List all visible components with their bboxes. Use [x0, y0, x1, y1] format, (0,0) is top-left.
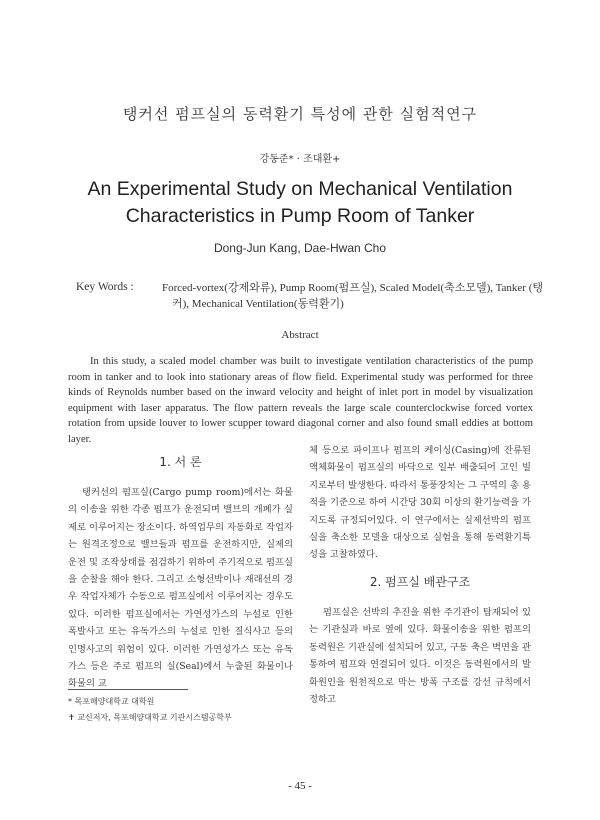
continuation-paragraph: 체 등으로 파이프나 펌프의 케이싱(Casing)에 잔류된 액체화물이 펌프실의 바닥으로 일부 배출되어 고인 빌지로부터 발생한다. 따라서 통풍장치는 그 구역의 총 용적을 기준으로 하여 시간당 30회 이상의 환기능력을 가지도록 규정되어있다. 이 연구에서는 실제선박의 펌프실을 축소한 모델을 대상으로 실험을 통해 동력환기특성을 고찰하였다. [309, 445, 531, 561]
right-column-continuation [309, 442, 531, 564]
korean-title: 탱커선 펌프실의 동력환기 특성에 관한 실험적연구 [122, 105, 478, 123]
abstract-text: In this study, a scaled model chamber was built to investigate ventilation characteristics of the pump room in tanker and to look into stationary areas of flow field. Experimental study was performed for three kinds of Reynolds number based on the inward velocity and height of inlet port in model by visualization equipment with laser apparatus. The flow pattern reveals the large scale counterclockwise forced vortex rotation from upside louver to lower scupper toward diagonal corner and also found small eddies at bottom layer. [68, 356, 533, 445]
section-2-paragraph: 펌프실은 선박의 추진을 위한 주기관이 탑재되어 있는 기관실과 바로 옆에 있다. 화물이송을 위한 펌프의 동력원은 기관실에 설치되어 있고, 구동 축은 벽면을 관통하여 펌프와 연결되어 있다. 이것은 동력원에서의 발화원인을 원천적으로 막는 방폭 구조를 강선 규칙에서 정하고 [309, 607, 531, 706]
keywords-label: Key Words : [76, 281, 134, 293]
keywords-text: Forced-vortex(강제와류), Pump Room(펌프실), Scaled Model(축소모델), Tanker (탱커), Mechanical Ventilation(동력환기) [162, 282, 543, 310]
section-1-heading: 1. 서 론 [159, 455, 202, 469]
section-2-heading: 2. 펌프실 배관구조 [369, 575, 471, 589]
section-2-body [309, 604, 531, 708]
english-title [0, 176, 600, 230]
korean-authors: 강동준* · 조대환+ [259, 154, 341, 165]
footnote-2: ✝ 교신저자, 목포해양대학교 기관시스템공학부 [68, 713, 232, 722]
section-1-body [68, 484, 293, 693]
footnote-divider [68, 689, 188, 690]
english-authors: Dong-Jun Kang, Dae-Hwan Cho [213, 241, 387, 255]
abstract-heading: Abstract [281, 329, 319, 341]
footnote-1: * 목포해양대학교 대학원 [68, 697, 155, 706]
page-number: - 45 - [288, 780, 312, 792]
english-title-line-1: An Experimental Study on Mechanical Ventilation [87, 178, 513, 200]
section-1-paragraph: 탱커선의 펌프실(Cargo pump room)에서는 화물의 이송을 위한 각종 펌프가 운전되며 밸브의 개폐가 실제로 이루어지는 장소이다. 하역업무의 자동화로 작업자는 원격조정으로 밸브들과 펌프를 운전하지만, 실제의 운전 및 조작상태를 점검하기 위하여 주기적으로 펌프실을 순찰을 해야 한다. 그리고 소형선박이나 재래선의 경우 작업자체가 수동으로 펌프실에서 이루어지는 경우도 있다. 이러한 펌프실에서는 가연성가스의 누설로 인한 폭발사고 또는 유독가스의 누설로 인한 질식사고 등의 인명사고의 위험이 있다. 이러한 가연성가스 또는 유독가스 등은 주로 펌프의 실(Seal)에서 누출된 화물이나 화물의 교 [68, 487, 293, 690]
english-title-line-2: Characteristics in Pump Room of Tanker [125, 205, 475, 227]
